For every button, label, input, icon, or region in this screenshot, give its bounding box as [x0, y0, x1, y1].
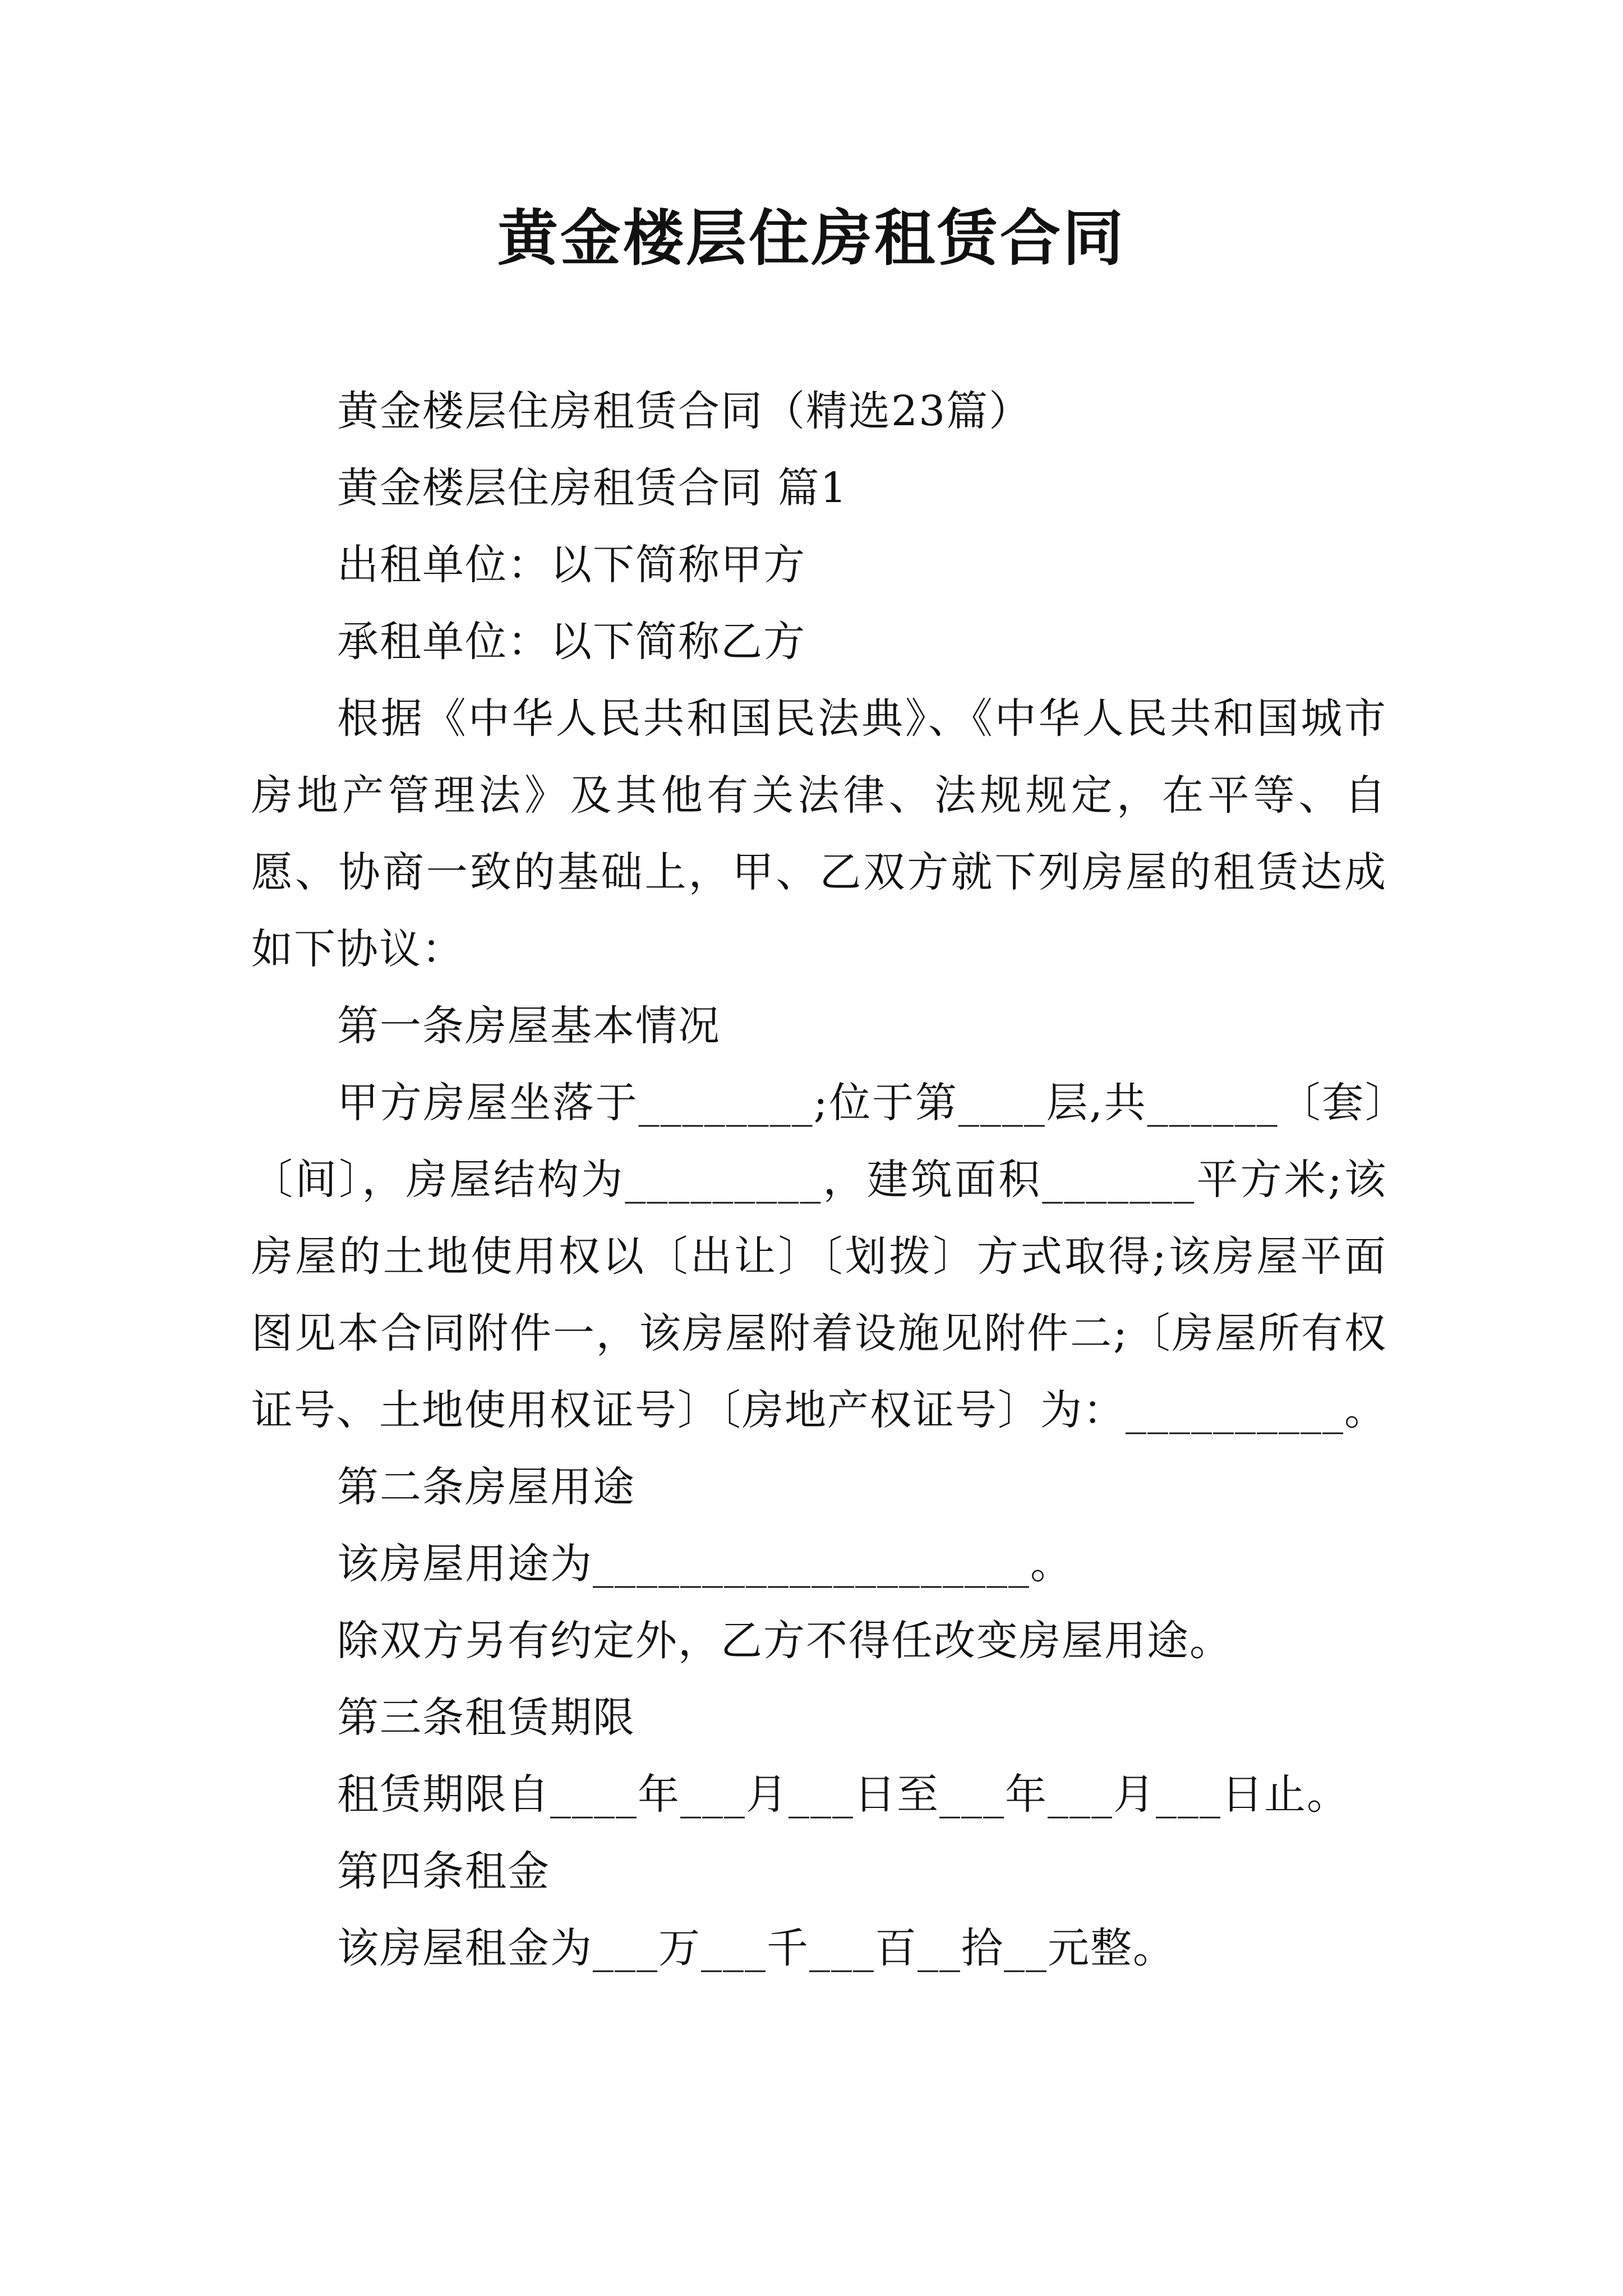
document-title: 黄金楼层住房租赁合同 — [497, 203, 1126, 274]
paragraph-lessee: 承租单位：以下简称乙方 — [337, 618, 806, 666]
paragraph-lessor: 出租单位：以下简称甲方 — [337, 541, 806, 589]
paragraph-article-4-heading: 第四条租金 — [337, 1847, 550, 1895]
paragraph-article-3-heading: 第三条租赁期限 — [337, 1694, 635, 1742]
paragraph-article-2-restriction: 除双方另有约定外，乙方不得任改变房屋用途。 — [337, 1617, 1232, 1665]
paragraph-article-3-term: 租赁期限自____年___月___日至___年___月___日止。 — [337, 1770, 1349, 1819]
paragraph-preamble: 根据《中华人民共和国民法典》、《中华人民共和国城市房地产管理法》及其他有关法律、法规规定，在平等、自愿、协商一致的基础上，甲、乙双方就下列房屋的租赁达成如下协议： — [251, 694, 1387, 973]
paragraph-article-2-use: 该房屋用途为____________________。 — [337, 1540, 1073, 1588]
paragraph-article-2-heading: 第二条房屋用途 — [337, 1463, 635, 1511]
paragraph-article-1-heading: 第一条房屋基本情况 — [337, 1002, 721, 1050]
paragraph-section-heading: 黄金楼层住房租赁合同 篇1 — [337, 464, 848, 512]
paragraph-subtitle: 黄金楼层住房租赁合同（精选23篇） — [337, 387, 1032, 435]
paragraph-article-1-body: 甲方房屋坐落于________;位于第____层,共______〔套〕〔间〕，房屋结构为_________，建筑面积_______平方米;该房屋的土地使用权以〔出让〕〔划拨〕方式取得;该房屋平面图见本合同附件一，该房屋附着设施见附件二;〔房屋所有权证号、土地使用权证号〕〔房地产权证号〕为：__________。 — [251, 1079, 1387, 1434]
paragraph-article-4-rent: 该房屋租金为___万___千___百__拾__元整。 — [337, 1924, 1175, 1972]
document-body — [251, 373, 1387, 1987]
